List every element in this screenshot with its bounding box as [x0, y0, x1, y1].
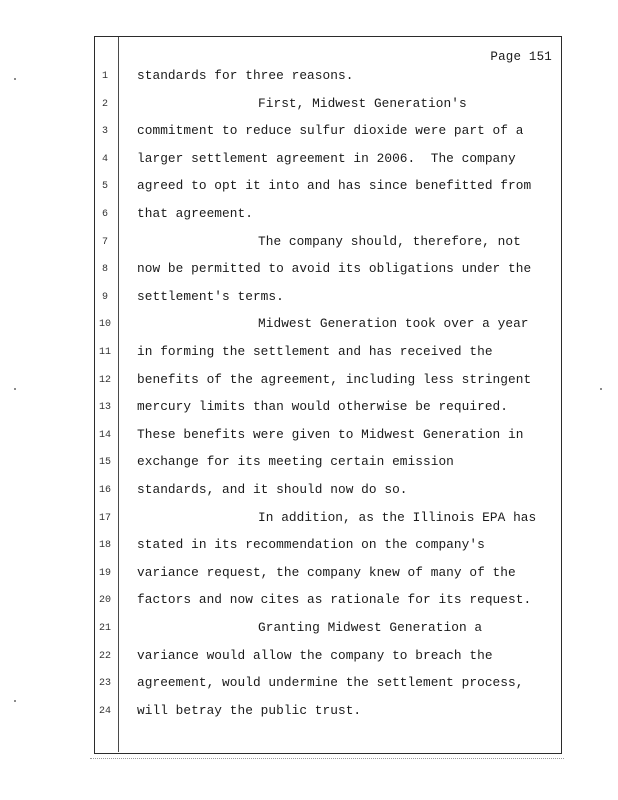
transcript-line [94, 261, 560, 281]
line-number: 8 [101, 264, 108, 276]
line-number: 14 [98, 429, 111, 441]
line-number: 24 [98, 705, 111, 717]
line-text: These benefits were given to Midwest Generation in [137, 426, 524, 442]
line-number: 16 [98, 485, 111, 496]
line-text: factors and now cites as rationale for its request. [137, 592, 532, 608]
transcript-line [94, 454, 560, 474]
transcript-line [94, 565, 560, 585]
line-text: that agreement. [137, 206, 253, 221]
line-text: exchange for its meeting certain emission [137, 454, 454, 470]
line-number: 7 [101, 236, 108, 248]
scan-speck [14, 700, 16, 702]
line-text: The company should, therefore, not [258, 233, 521, 249]
line-text: in forming the settlement and has received the [137, 344, 493, 359]
page-number: Page 151 [490, 50, 552, 64]
transcript-line [94, 482, 560, 502]
transcript-line [94, 151, 560, 171]
line-text: standards, and it should now do so. [137, 482, 408, 497]
transcript-line [94, 289, 560, 309]
line-number: 1 [101, 71, 108, 82]
transcript-line [94, 316, 560, 336]
line-number: 4 [101, 153, 108, 165]
line-number: 18 [98, 540, 111, 552]
transcript-line [94, 648, 560, 668]
transcript-line [94, 399, 560, 419]
transcript-line [94, 178, 560, 198]
line-text: stated in its recommendation on the company's [137, 537, 485, 553]
line-number: 19 [98, 567, 111, 579]
scan-speck [600, 388, 602, 390]
line-text: Granting Midwest Generation a [258, 620, 483, 635]
line-text: variance request, the company knew of many of the [137, 564, 516, 580]
line-number: 2 [101, 98, 108, 110]
transcript-line [94, 427, 560, 447]
line-text: will betray the public trust. [137, 702, 362, 718]
line-text: agreed to opt it into and has since benefitted from [137, 178, 532, 194]
transcript-line [94, 234, 560, 254]
line-text: First, Midwest Generation's [258, 95, 467, 111]
transcript-line [94, 537, 560, 557]
line-number: 21 [98, 623, 111, 634]
line-number: 13 [98, 402, 111, 414]
scan-speck [14, 78, 16, 80]
line-number: 15 [98, 457, 111, 469]
transcript-line [94, 703, 560, 723]
line-text: larger settlement agreement in 2006. The company [137, 150, 516, 166]
line-text: agreement, would undermine the settlement process, [137, 675, 524, 691]
line-number: 9 [101, 291, 108, 303]
transcript-line [94, 96, 560, 116]
transcript-line [94, 123, 560, 143]
line-number: 23 [98, 678, 111, 690]
line-text: commitment to reduce sulfur dioxide were part of a [137, 123, 524, 139]
line-number: 6 [101, 209, 108, 220]
transcript-page-frame [94, 36, 562, 754]
scan-bottom-edge [90, 758, 564, 760]
transcript-line [94, 206, 560, 226]
line-number: 11 [98, 347, 111, 358]
line-text: benefits of the agreement, including less stringent [137, 371, 532, 387]
transcript-line [94, 592, 560, 612]
transcript-line [94, 344, 560, 364]
transcript-line [94, 510, 560, 530]
line-text: mercury limits than would otherwise be required. [137, 399, 509, 415]
transcript-line [94, 68, 560, 88]
transcript-line [94, 620, 560, 640]
line-text: settlement's terms. [137, 288, 284, 304]
line-text: In addition, as the Illinois EPA has [258, 509, 537, 525]
line-number: 10 [98, 319, 111, 331]
line-text: standards for three reasons. [137, 68, 354, 83]
line-text: variance would allow the company to breach the [137, 647, 493, 663]
line-number: 22 [98, 650, 111, 662]
line-number: 5 [101, 181, 108, 193]
line-number: 12 [98, 374, 111, 386]
line-number-margin-rule [118, 37, 119, 752]
line-text: Midwest Generation took over a year [258, 316, 529, 332]
transcript-line [94, 675, 560, 695]
line-text: now be permitted to avoid its obligations under the [137, 261, 532, 277]
line-number: 3 [101, 126, 108, 138]
line-number: 17 [98, 512, 111, 524]
transcript-line [94, 372, 560, 392]
scan-speck [14, 388, 16, 390]
line-number: 20 [98, 595, 111, 607]
